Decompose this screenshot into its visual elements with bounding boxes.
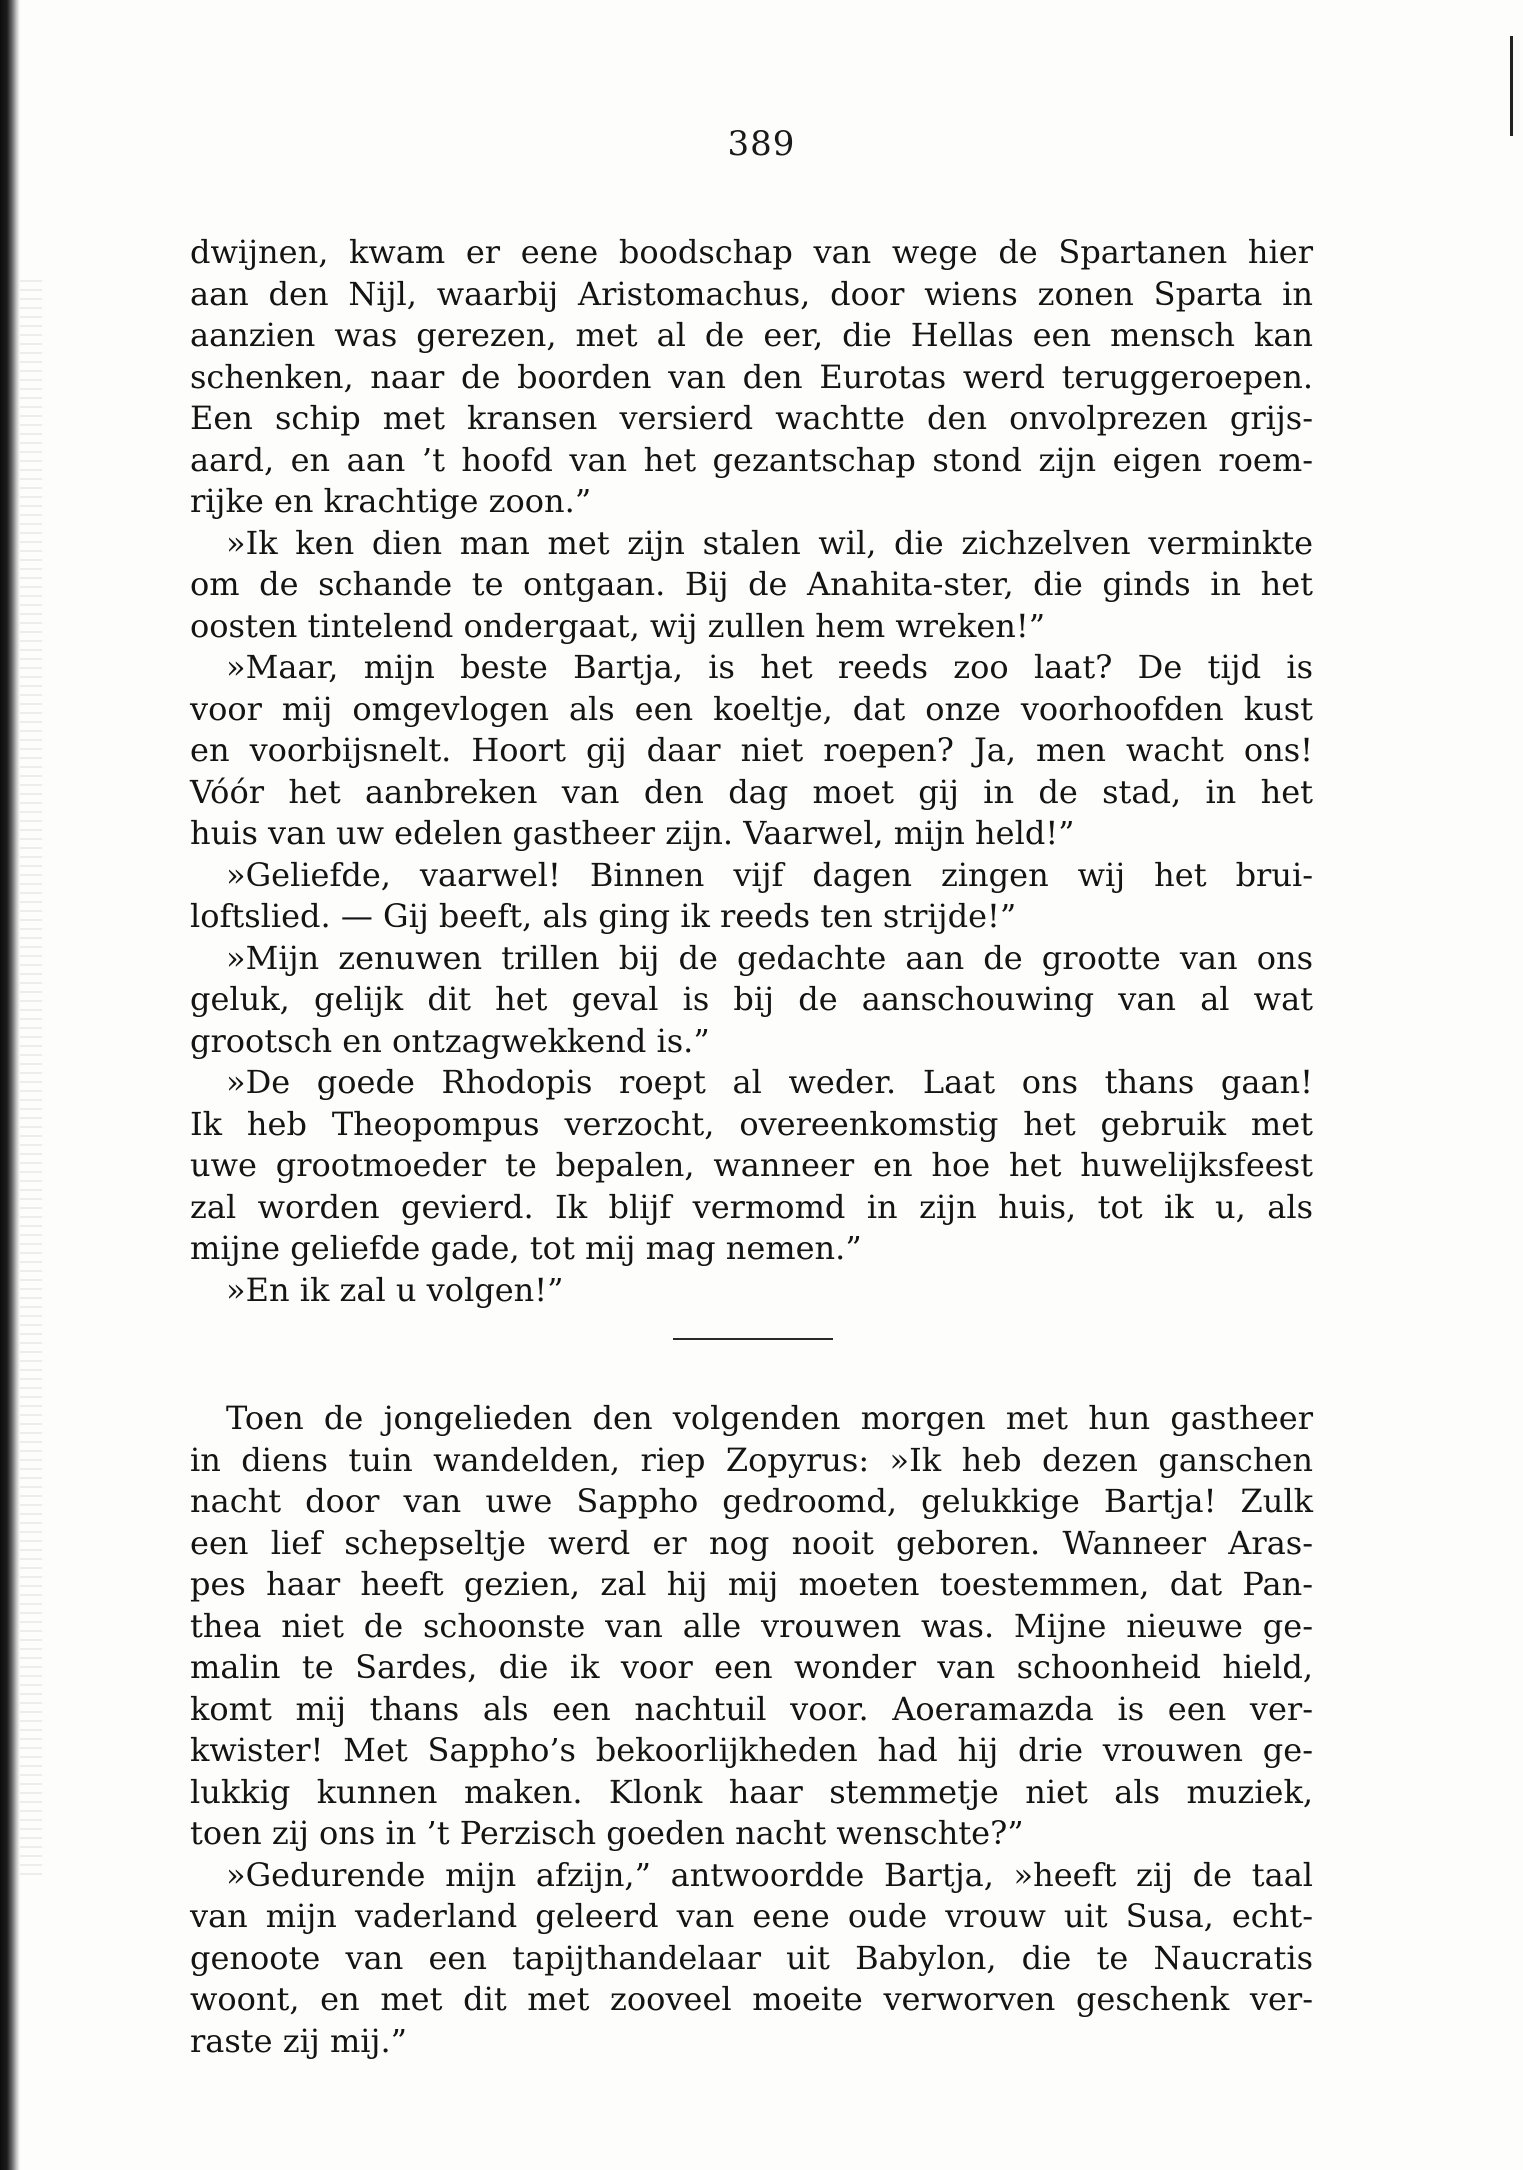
text-line: Een schip met kransen versierd wachtte den onvolprezen grijs-: [190, 399, 1313, 437]
text-line: komt mij thans als een nachtuil voor. Aoeramazda is een ver-: [190, 1689, 1313, 1728]
text-line: schenken, naar de boorden van den Eurotas werd teruggeroepen.: [190, 357, 1313, 396]
text-section-1: [190, 232, 1313, 1311]
text-line: pes haar heeft gezien, zal hij mij moeten toestemmen, dat Pan-: [190, 1565, 1313, 1603]
text-line: nacht door van uwe Sappho gedroomd, gelukkige Bartja! Zulk: [190, 1482, 1313, 1520]
text-line: »Mijn zenuwen trillen bij de gedachte aan de grootte van ons: [226, 938, 1313, 977]
text-line: aanzien was gerezen, met al de eer, die Hellas een mensch kan: [190, 316, 1313, 354]
text-line: zal worden gevierd. Ik blijf vermomd in zijn huis, tot ik u, als: [190, 1187, 1313, 1226]
text-line: Ik heb Theopompus verzocht, overeenkomstig het gebruik met: [190, 1104, 1313, 1143]
text-line: uwe grootmoeder te bepalen, wanneer en hoe het huwelijksfeest: [190, 1146, 1313, 1184]
text-line: malin te Sardes, die ik voor een wonder van schoonheid hield,: [190, 1648, 1313, 1686]
text-line: aan den Nijl, waarbij Aristomachus, door wiens zonen Sparta in: [190, 274, 1313, 313]
text-line: geluk, gelijk dit het geval is bij de aanschouwing van al wat: [190, 980, 1313, 1018]
text-line: rijke en krachtige zoon.”: [190, 482, 592, 520]
text-line: thea niet de schoonste van alle vrouwen was. Mijne nieuwe ge-: [190, 1606, 1313, 1645]
text-line: Toen de jongelieden den volgenden morgen met hun gastheer: [226, 1399, 1313, 1437]
scan-edge-mark: [1510, 36, 1513, 136]
text-line: huis van uw edelen gastheer zijn. Vaarwel, mijn held!”: [190, 814, 1075, 852]
text-line: Vóór het aanbreken van den dag moet gij in de stad, in het: [190, 772, 1313, 811]
section-divider: [673, 1338, 833, 1340]
text-line: oosten tintelend ondergaat, wij zullen hem wreken!”: [190, 606, 1046, 645]
text-line: en voorbijsnelt. Hoort gij daar niet roepen? Ja, men wacht ons!: [190, 731, 1313, 769]
text-line: dwijnen, kwam er eene boodschap van wege de Spartanen hier: [190, 233, 1313, 271]
text-line: een lief schepseltje werd er nog nooit geboren. Wanneer Aras-: [190, 1523, 1313, 1562]
text-line: lukkig kunnen maken. Klonk haar stemmetje niet als muziek,: [190, 1772, 1313, 1811]
text-line: toen zij ons in ’t Perzisch goeden nacht wenschte?”: [190, 1814, 1024, 1852]
text-line: om de schande te ontgaan. Bij de Anahita-ster, die ginds in het: [190, 565, 1313, 603]
text-line: kwister! Met Sappho’s bekoorlijkheden had hij drie vrouwen ge-: [190, 1731, 1313, 1769]
text-line: loftslied. — Gij beeft, als ging ik reeds ten strijde!”: [190, 897, 1017, 935]
text-line: »Gedurende mijn afzijn,” antwoordde Bartja, »heeft zij de taal: [226, 1855, 1313, 1894]
text-line: »Ik ken dien man met zijn stalen wil, die zichzelven verminkte: [226, 523, 1313, 562]
page-number: 389: [727, 124, 796, 164]
text-line: aard, en aan ’t hoofd van het gezantschap stond zijn eigen roem-: [190, 440, 1313, 479]
text-line: woont, en met dit met zooveel moeite verworven geschenk ver-: [190, 1980, 1313, 2018]
text-line: in diens tuin wandelden, riep Zopyrus: »Ik heb dezen ganschen: [190, 1440, 1313, 1479]
scan-edge-specks: [20, 280, 42, 1880]
text-section-2: [190, 1398, 1313, 2062]
text-line: mijne geliefde gade, tot mij mag nemen.”: [190, 1229, 862, 1267]
text-line: genoote van een tapijthandelaar uit Babylon, die te Naucratis: [190, 1938, 1313, 1977]
text-line: van mijn vaderland geleerd van eene oude vrouw uit Susa, echt-: [190, 1897, 1313, 1935]
text-line: »Geliefde, vaarwel! Binnen vijf dagen zingen wij het brui-: [226, 855, 1313, 894]
binding-edge: [0, 0, 20, 2170]
text-line: »De goede Rhodopis roept al weder. Laat ons thans gaan!: [226, 1063, 1313, 1101]
text-line: voor mij omgevlogen als een koeltje, dat onze voorhoofden kust: [190, 689, 1313, 728]
text-line: raste zij mij.”: [190, 2021, 407, 2060]
text-line: »En ik zal u volgen!”: [226, 1270, 564, 1309]
text-line: grootsch en ontzagwekkend is.”: [190, 1021, 710, 1060]
text-line: »Maar, mijn beste Bartja, is het reeds zoo laat? De tijd is: [226, 648, 1313, 686]
